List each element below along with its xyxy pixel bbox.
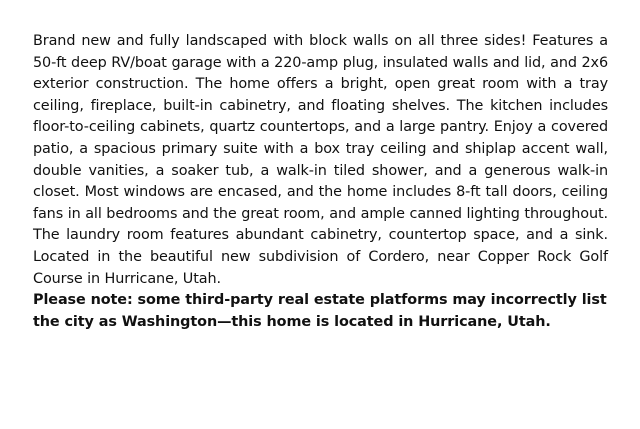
listing-description: Brand new and fully landscaped with block walls on all three sides! Features a 50-ft deep RV/boat garage with a 220-amp plug, insulated walls and lid, and 2x6 exterior construction. The home offers a bright, open great room with a tray ceiling, fireplace, built-in cabinetry, and floating shelves. The kitchen includes floor-to-ceiling cabinets, quartz countertops, and a large pantry. Enjoy a covered patio, a spacious primary suite with a box tray ceiling and shiplap accent wall, double vanities, a soaker tub, a walk-in tiled shower, and a generous walk-in closet. Most windows are encased, and the home includes 8-ft tall doors, ceiling fans in all bedrooms and the great room, and ample canned lighting throughout. The laundry room features abundant cabinetry, countertop space, and a sink. Located in the beautiful new subdivision of Cordero, near Copper Rock Golf Course in Hurricane, Utah. (33, 33, 608, 287)
listing-description-block (33, 31, 608, 333)
location-note: Please note: some third-party real estate platforms may incorrectly list the city as Washington—this home is located in Hurricane, Utah. (33, 292, 607, 330)
